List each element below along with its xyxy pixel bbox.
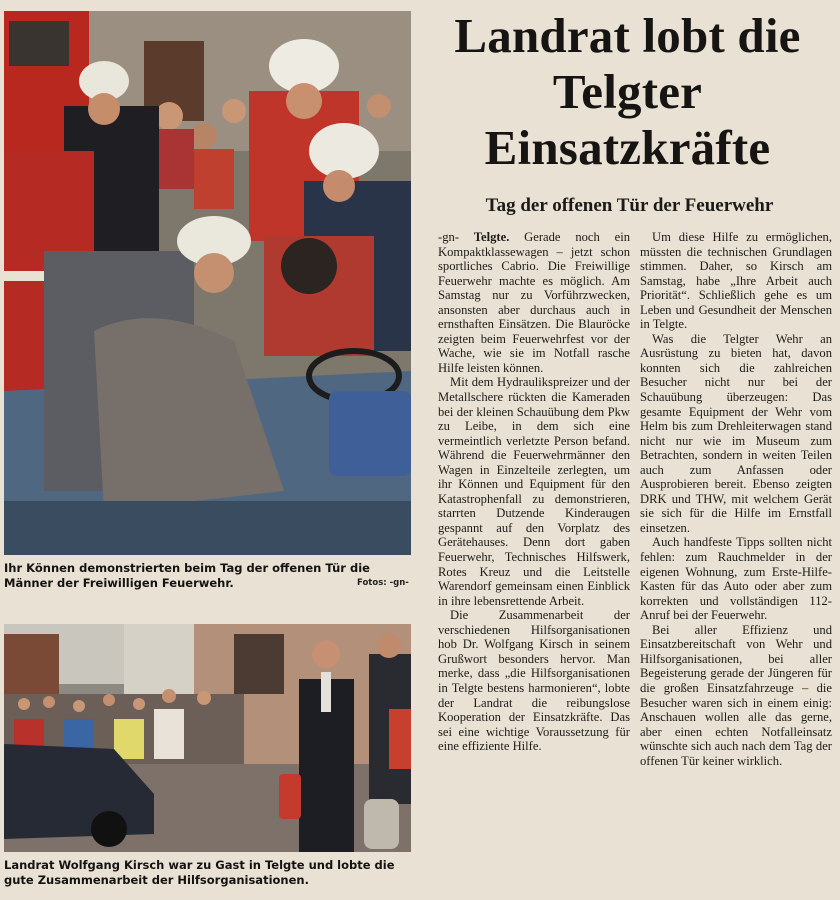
article-paragraph-text: Gerade noch ein Kompaktklassewagen – jetzt schon sportliches Cabrio. Die Freiwillige Feuerwehr machte es möglich. Am Samstag nur zu Vorführzwecken, ansonsten aber durchaus auch in ernsthaften Einsätzen. Die Blauröcke zeigten beim Feuerwehrfest vor der Wache, wie sie im Notfall rasche Hilfe leisten können. <box>438 230 630 375</box>
article-headline: Landrat lobt die Telgter Einsatzkräfte <box>454 8 801 175</box>
article-dateline: Telgte. <box>473 230 510 244</box>
article-paragraph: Was die Telgter Wehr an Ausrüstung zu bieten hat, davon konnten sich die zahlreichen Besucher nicht nur bei der Schauübung überzeugen: Das gesamte Equipment der Wehr vom Helm bis zum Drehleiterwagen stand nicht nur wie im Museum zum Betrachten, sondern in weiten Teilen auch zum Anfassen oder Ausprobieren bereit. Ebenso zeigten DRK und THW, mit welchem Gerät sie sich für die Hilfe im Ernstfall einsetzen. <box>640 331 832 535</box>
landrat-speech-photo <box>4 624 411 852</box>
article-paragraph: Um diese Hilfe zu ermöglichen, müssten die technischen Grundlagen stimmen. Daher, so Kirsch am Samstag, habe „Ihre Arbeit auch Priorität“. Schließlich gehe es um Leben und Gesundheit der Menschen in Telgte. <box>640 230 832 332</box>
photo-1-caption: Ihr Können demonstrierten beim Tag der offenen Tür die Männer der Freiwilligen Feuerwehr. <box>4 561 370 590</box>
photo-credit: Fotos: -gn- <box>357 578 409 588</box>
article-subheadline: Tag der offenen Tür der Feuerwehr <box>485 195 774 216</box>
article-column-2 <box>640 230 832 768</box>
rescue-photo-graphic <box>4 11 411 555</box>
article-paragraph: Die Zusammenarbeit der verschiedenen Hilfsorganisationen hob Dr. Wolfgang Kirsch in seinem Grußwort besonders hervor. Man merke, dass „die Hilfsorganisationen in Telgte bestens harmonieren“, lobte der Landrat die reibungslose Kooperation der Einsatzkräfte. Das sei eine wichtige Voraussetzung für eine effiziente Hilfe. <box>438 608 630 754</box>
photo-2-caption: Landrat Wolfgang Kirsch war zu Gast in Telgte und lobte die gute Zusammenarbeit der Hilfsorganisationen. <box>4 858 395 887</box>
article-paragraph: Auch handfeste Tipps sollten nicht fehlen: zum Rauchmelder in der eigenen Wohnung, zum Erste-Hilfe-Kasten für das Auto oder aber zum korrekten und vollständigen 112-Anruf bei der Feuerwehr. <box>640 535 832 623</box>
speech-photo-graphic <box>4 624 411 852</box>
article-paragraph: Bei aller Effizienz und Einsatzbereitschaft von Wehr und Hilfsorganisationen, bei aller Begeisterung gerade der Jüngeren für die großen Einsatzfahrzeuge – die Besucher waren sich in einem einig: Anschauen wollen alle das gerne, aber einen echten Notfalleinsatz wünschte sich auch nach dem Tag der offenen Tür keiner wirklich. <box>640 622 832 768</box>
article-paragraph: Mit dem Hydraulikspreizer und der Metallschere rückten die Kameraden bei der kleinen Schauübung dem Pkw zu Leibe, in dem sich eine vermeintlich verletzte Person befand. Während die Feuerwehrmänner den Wagen in Einzelteile zerlegten, um ihr Können und Equipment für den Katastrophenfall zu demonstrieren, starrten Dutzende Kinderaugen gespannt auf den Vorplatz des Gerätehauses. Denn dort gaben Feuerwehr, Technisches Hilfswerk, Rotes Kreuz und die Leitstelle Warendorf gemeinsam einen Einblick in ihre lebensrettende Arbeit. <box>438 375 630 608</box>
article-byline: -gn- <box>438 230 459 244</box>
rescue-demonstration-photo <box>4 11 411 555</box>
article-column-1 <box>438 230 630 754</box>
article-paragraph <box>438 230 630 375</box>
